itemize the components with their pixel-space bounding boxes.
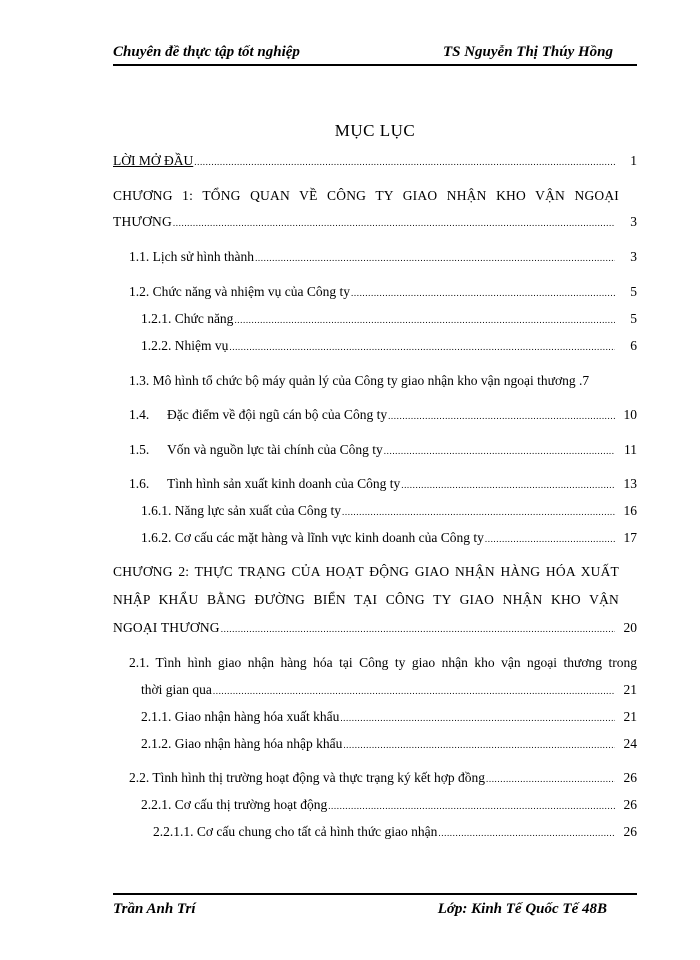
- toc-entry-text: 1.1. Lịch sử hình thành: [129, 249, 255, 264]
- toc-entry-text: 1.2.1. Chức năng: [141, 311, 234, 326]
- toc-entry-text: NHẬP KHẨU BẰNG ĐƯỜNG BIỂN TẠI CÔNG TY GIAO NHẬN KHO VẬN: [113, 592, 619, 607]
- toc-entry-text: Vốn và nguồn lực tài chính của Công ty: [167, 442, 383, 457]
- toc-entry-2-1-cont[interactable]: [141, 682, 637, 698]
- toc-entry-text: 2.2. Tình hình thị trường hoạt động và thực trạng ký kết hợp đồng: [129, 770, 485, 785]
- toc-entry-loi-mo-dau[interactable]: [113, 153, 637, 169]
- toc-page-number: 11: [624, 442, 637, 457]
- toc-leader-dots: [401, 481, 615, 490]
- toc-entry-text: 1.6.2. Cơ cấu các mặt hàng và lĩnh vực kinh doanh của Công ty: [141, 530, 484, 545]
- toc-leader-dots: [234, 316, 615, 325]
- toc-leader-dots: [229, 343, 615, 352]
- toc-leader-dots: [438, 829, 615, 838]
- toc-leader-dots: [343, 741, 615, 750]
- toc-entry-1-6[interactable]: [129, 476, 637, 492]
- header-left: Chuyên đề thực tập tốt nghiệp: [113, 44, 300, 60]
- toc-leader-dots: [486, 775, 615, 784]
- toc-entry-2-2-1-1[interactable]: [153, 824, 637, 840]
- toc-entry-1-2-1[interactable]: [141, 311, 637, 327]
- toc-entry-text: 2.2.1.1. Cơ cấu chung cho tất cả hình thức giao nhận: [153, 824, 438, 839]
- toc-entry-1-6-1[interactable]: [141, 503, 637, 519]
- toc-entry-text: CHƯƠNG 1: TỔNG QUAN VỀ CÔNG TY GIAO NHẬN KHO VẬN NGOẠI: [113, 188, 619, 203]
- toc-entry-text: NGOẠI THƯƠNG: [113, 620, 220, 635]
- toc-entry-text: Đặc điểm về đội ngũ cán bộ của Công ty: [167, 407, 388, 422]
- page-header: [113, 44, 637, 66]
- toc-entry-1-5[interactable]: [129, 442, 637, 458]
- toc-entry-text: 2.2.1. Cơ cấu thị trường hoạt động: [141, 797, 328, 812]
- toc-entry-text: LỜI MỞ ĐẦU: [113, 153, 194, 168]
- toc-leader-dots: [388, 412, 615, 421]
- toc-entry-1-4[interactable]: [129, 407, 637, 423]
- toc-entry-number: 1.5.: [129, 442, 150, 457]
- toc-leader-dots: [340, 714, 615, 723]
- toc-entry-text: thời gian qua: [141, 682, 212, 697]
- toc-entry-chapter-1-cont[interactable]: [113, 214, 637, 230]
- toc-entry-chapter-1[interactable]: [113, 188, 637, 204]
- toc-entry-text: 1.3. Mô hình tổ chức bộ máy quản lý của Công ty giao nhận kho vận ngoại thương .7: [129, 373, 590, 388]
- toc-entry-number: 1.4.: [129, 407, 150, 422]
- toc-page-number: 3: [630, 214, 637, 229]
- toc-entry-chapter-2-cont-2[interactable]: [113, 620, 637, 636]
- toc-page-number: 10: [623, 407, 637, 422]
- toc-entry-text: 2.1.2. Giao nhận hàng hóa nhập khẩu: [141, 736, 343, 751]
- footer-left: Trần Anh Trí: [113, 901, 196, 917]
- toc-page-number: 3: [630, 249, 637, 264]
- toc-leader-dots: [485, 535, 615, 544]
- toc-page-number: 26: [623, 797, 637, 812]
- toc-entry-text: 2.1. Tình hình giao nhận hàng hóa tại Công ty giao nhận kho vận ngoại thương trong: [129, 655, 637, 670]
- toc-entry-text: 1.2.2. Nhiệm vụ: [141, 338, 229, 353]
- toc-entry-text: 2.1.1. Giao nhận hàng hóa xuất khẩu: [141, 709, 340, 724]
- toc-entry-2-2[interactable]: [129, 770, 637, 786]
- toc-entry-chapter-2-cont-1[interactable]: [113, 592, 637, 608]
- toc-entry-1-3[interactable]: [129, 373, 637, 389]
- toc-page-number: 5: [630, 311, 637, 326]
- toc-page-number: 21: [623, 709, 637, 724]
- toc-page-number: 5: [630, 284, 637, 299]
- toc-page-number: 13: [623, 476, 637, 491]
- toc-entry-text: THƯƠNG: [113, 214, 172, 229]
- toc-entry-2-1[interactable]: [129, 655, 637, 671]
- toc-page-number: 16: [623, 503, 637, 518]
- toc-leader-dots: [328, 802, 615, 811]
- toc-page-number: 20: [623, 620, 637, 635]
- toc-leader-dots: [384, 447, 615, 456]
- toc-leader-dots: [255, 254, 615, 263]
- page-title: MỤC LỤC: [334, 121, 416, 140]
- toc-entry-1-1[interactable]: [129, 249, 637, 265]
- toc-page-number: 21: [623, 682, 637, 697]
- toc-entry-text: 1.6.1. Năng lực sản xuất của Công ty: [141, 503, 342, 518]
- toc-entry-1-2[interactable]: [129, 284, 637, 300]
- toc-entry-2-2-1[interactable]: [141, 797, 637, 813]
- toc-leader-dots: [221, 625, 615, 634]
- toc-entry-chapter-2[interactable]: [113, 564, 637, 580]
- toc-leader-dots: [173, 219, 615, 228]
- page-footer: [113, 893, 637, 918]
- toc-entry-1-6-2[interactable]: [141, 530, 637, 546]
- toc-page-number: 17: [623, 530, 637, 545]
- toc-entry-text: CHƯƠNG 2: THỰC TRẠNG CỦA HOẠT ĐỘNG GIAO NHẬN HÀNG HÓA XUẤT: [113, 564, 619, 579]
- toc-leader-dots: [194, 158, 615, 167]
- toc-entry-number: 1.6.: [129, 476, 150, 491]
- toc-page-number: 1: [630, 153, 637, 168]
- toc-page-number: 24: [623, 736, 637, 751]
- header-right: TS Nguyễn Thị Thúy Hồng: [442, 44, 613, 60]
- toc-leader-dots: [213, 687, 615, 696]
- footer-right: Lớp: Kinh Tế Quốc Tế 48B: [437, 901, 607, 917]
- toc-page-number: 26: [623, 824, 637, 839]
- toc-page-number: 26: [623, 770, 637, 785]
- toc-page-number: 6: [630, 338, 637, 353]
- toc-entry-text: 1.2. Chức năng và nhiệm vụ của Công ty: [129, 284, 351, 299]
- toc-entry-2-1-1[interactable]: [141, 709, 637, 725]
- toc-leader-dots: [342, 508, 615, 517]
- toc-leader-dots: [351, 289, 615, 298]
- toc-entry-1-2-2[interactable]: [141, 338, 637, 354]
- toc-entry-text: Tình hình sản xuất kinh doanh của Công ty: [167, 476, 401, 491]
- toc-entry-2-1-2[interactable]: [141, 736, 637, 752]
